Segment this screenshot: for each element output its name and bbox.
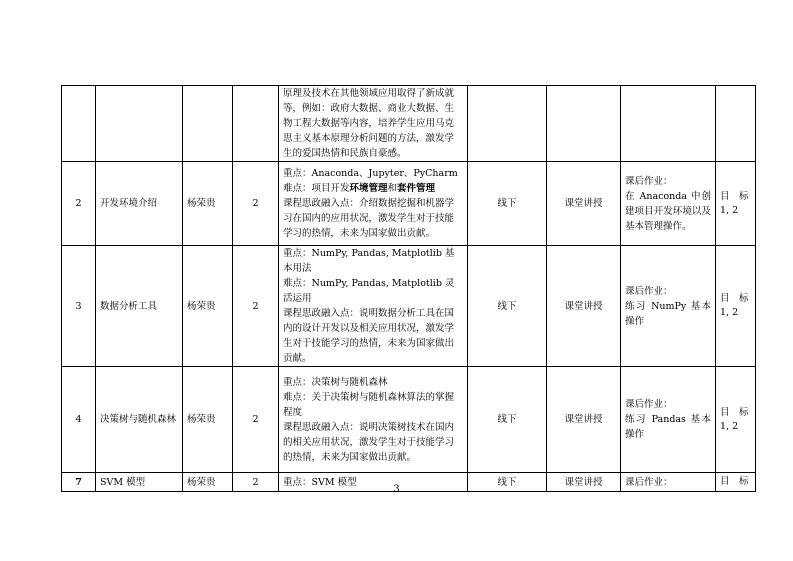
homework-body: 练习 Pandas 基本操作 — [625, 414, 711, 440]
homework-cell — [621, 86, 716, 162]
teacher-cell: 杨荣贵 — [183, 367, 233, 473]
teacher-cell: 杨荣贵 — [183, 473, 233, 492]
difficulty-bold: 环境管理 — [349, 183, 388, 194]
content-line: 物工程大数据等内容，培养学生应用马克 — [283, 118, 455, 129]
lesson-name-cell: SVM 模型 — [96, 473, 183, 492]
key-point: 重点：决策树与随机森林 — [283, 376, 388, 388]
difficulty-prefix: 难点：项目开发 — [283, 183, 350, 194]
ideology: 课程思政融入点：介绍数据挖掘和机器学习在国内的应用状况，激发学生对于技能学习的热情，未来为国家做出贡献。 — [283, 198, 455, 239]
difficulty-mid: 和 — [387, 183, 398, 194]
goal-cell — [716, 86, 756, 162]
ideology: 课程思政融入点：说明决策树技术在国内的相关应用状况，激发学生对于技能学习的热情，未来为国家做出贡献。 — [283, 421, 455, 463]
hours-cell: 2 — [233, 473, 279, 492]
hours-cell — [233, 86, 279, 162]
homework-body: 在 Anaconda 中创建项目开发环境以及基本管理操作。 — [625, 190, 711, 232]
hours-cell: 2 — [233, 162, 279, 246]
goal-value: 1, 2 — [720, 307, 739, 318]
lesson-name-cell: 数据分析工具 — [96, 246, 183, 367]
content-line: 生的爱国热情和民族自豪感。 — [283, 148, 407, 159]
goal-value: 1, 2 — [720, 420, 739, 432]
lesson-name-cell: 开发环境介绍 — [96, 162, 183, 246]
goal-label: 目 标 — [720, 293, 749, 304]
teacher-cell: 杨荣贵 — [183, 246, 233, 367]
lesson-number-cell: 2 — [62, 162, 96, 246]
homework-title: 课后作业： — [625, 399, 673, 410]
goal-label: 目 标 — [720, 190, 749, 202]
goal-cell — [716, 246, 756, 367]
content-line: 思主义基本原理分析问题的方法，激发学 — [283, 133, 455, 144]
method-cell: 课堂讲授 — [547, 246, 621, 367]
lesson-number-cell: 4 — [62, 367, 96, 473]
difficulty: 难点：关于决策树与随机森林算法的掌握程度 — [283, 391, 455, 418]
table-row — [62, 367, 756, 473]
content-line: 原理及技术在其他领域应用取得了新成就 — [283, 88, 455, 99]
hours-cell: 2 — [233, 246, 279, 367]
method-cell: 课堂讲授 — [547, 473, 621, 492]
mode-cell: 线下 — [468, 246, 547, 367]
difficulty: 难点：NumPy, Pandas, Matplotlib 灵活运用 — [283, 278, 455, 304]
method-cell — [547, 86, 621, 162]
content-cell — [279, 367, 468, 473]
lesson-number-cell — [62, 86, 96, 162]
goal-cell — [716, 162, 756, 246]
mode-cell: 线下 — [468, 162, 547, 246]
mode-cell — [468, 86, 547, 162]
method-cell: 课堂讲授 — [547, 367, 621, 473]
content-line: 等，例如：政府大数据、商业大数据、生 — [283, 103, 455, 114]
lesson-number-cell: 7 — [62, 473, 96, 492]
teacher-cell: 杨荣贵 — [183, 162, 233, 246]
content-cell: 重点：SVM 模型 — [279, 473, 468, 492]
homework-cell — [621, 367, 716, 473]
homework-body: 练习 NumPy 基本操作 — [625, 300, 711, 327]
homework-cell — [621, 162, 716, 246]
table-row — [62, 246, 756, 367]
difficulty-bold: 套件管理 — [397, 183, 436, 194]
goal-label: 目 标 — [720, 406, 749, 418]
lesson-number-cell: 3 — [62, 246, 96, 367]
lesson-name-cell: 决策树与随机森林 — [96, 367, 183, 473]
content-cell — [279, 162, 468, 246]
course-schedule-table — [61, 85, 756, 492]
goal-value: 1, 2 — [720, 204, 739, 216]
homework-title: 课后作业： — [625, 285, 673, 297]
goal-cell: 目 标 — [716, 473, 756, 492]
homework-title: 课后作业： — [625, 175, 673, 187]
mode-cell: 线下 — [468, 473, 547, 492]
content-cell — [279, 86, 468, 162]
table-row — [62, 162, 756, 246]
homework-cell: 课后作业： — [621, 473, 716, 492]
hours-cell: 2 — [233, 367, 279, 473]
difficulty — [283, 181, 463, 196]
mode-cell: 线下 — [468, 367, 547, 473]
goal-cell — [716, 367, 756, 473]
content-cell — [279, 246, 468, 367]
teacher-cell — [183, 86, 233, 162]
method-cell: 课堂讲授 — [547, 162, 621, 246]
table-row — [62, 86, 756, 162]
ideology: 课程思政融入点：说明数据分析工具在国内的设计开发以及相关应用状况，激发学生对于技能学习的热情，未来为国家做出贡献。 — [283, 308, 455, 364]
key-point: 重点：NumPy, Pandas, Matplotlib 基本用法 — [283, 248, 455, 274]
page-number: 3 — [393, 484, 400, 495]
key-point: 重点：Anaconda、Jupyter、PyCharm — [283, 168, 458, 179]
lesson-name-cell — [96, 86, 183, 162]
homework-cell — [621, 246, 716, 367]
